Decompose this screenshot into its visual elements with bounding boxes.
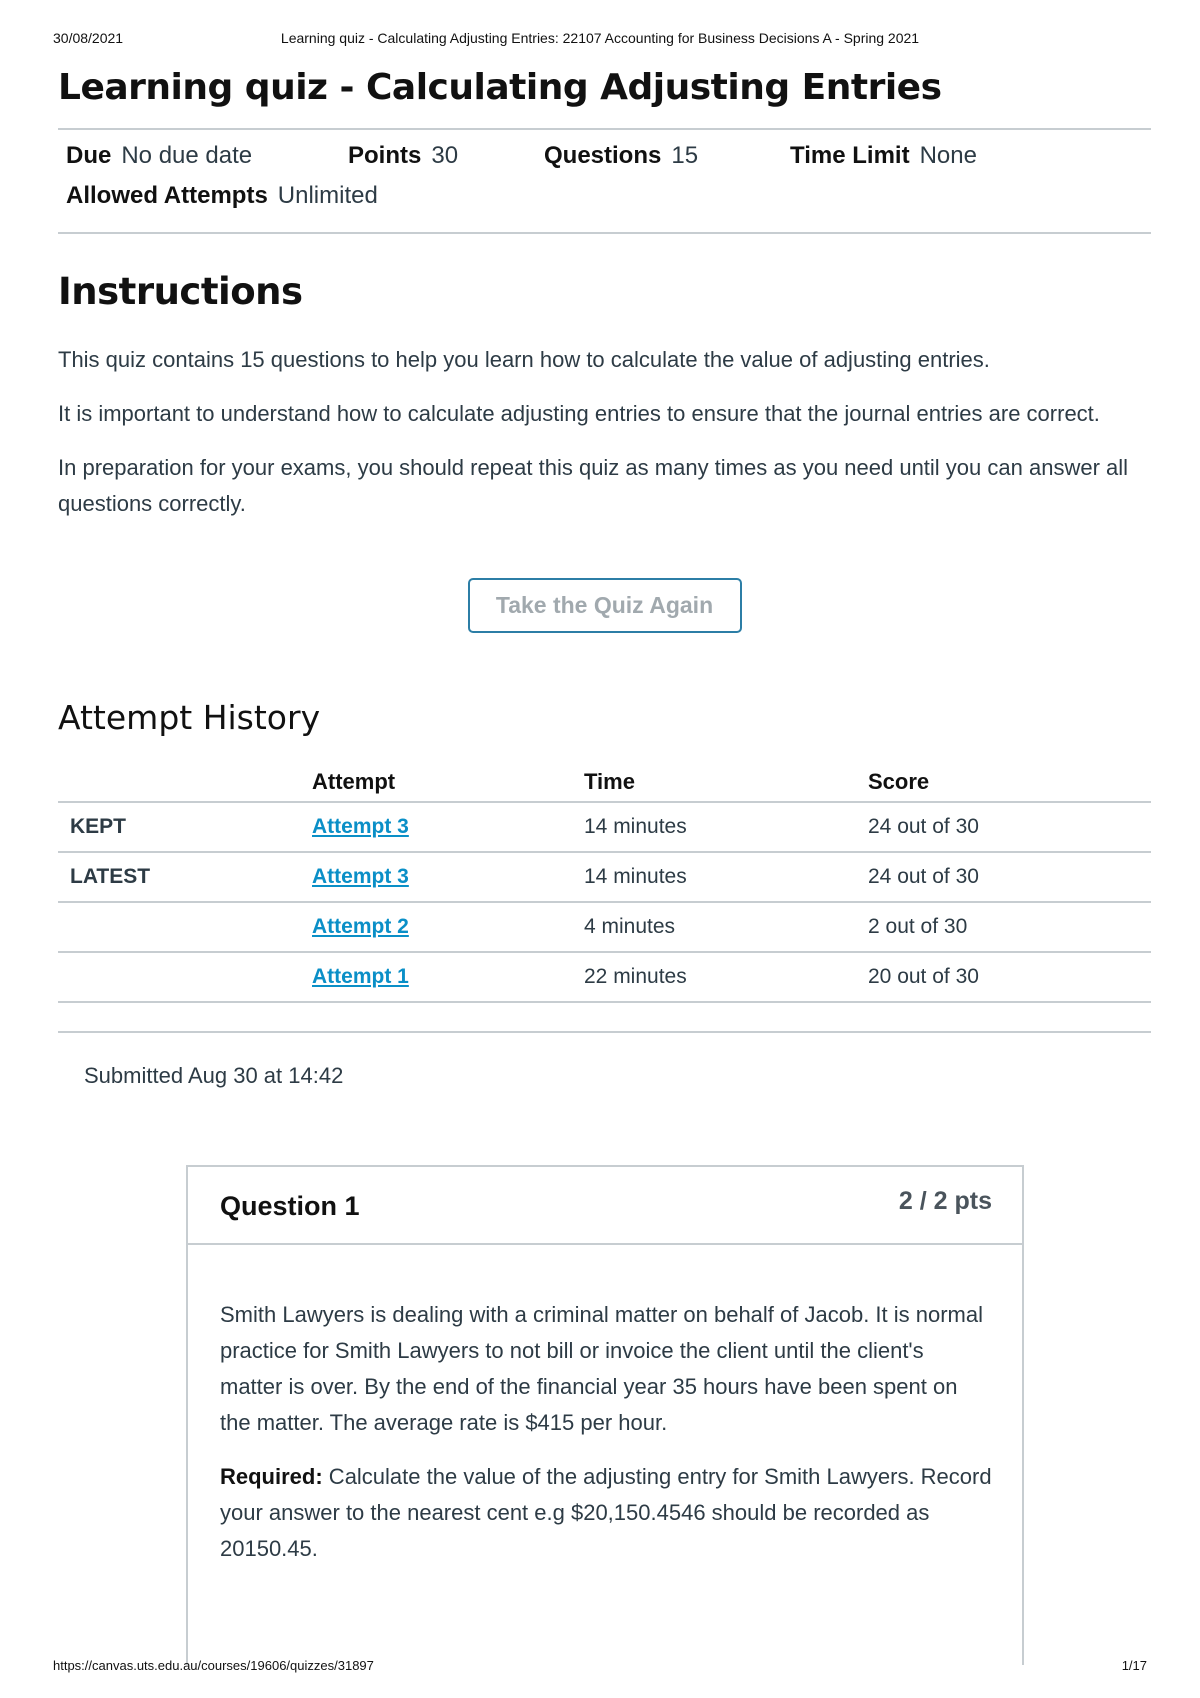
print-url: https://canvas.uts.edu.au/courses/19606/quizzes/31897 — [53, 1658, 374, 1673]
table-row — [58, 852, 1151, 902]
column-header: Time — [584, 763, 868, 802]
table-row — [58, 802, 1151, 852]
meta-questions: Questions 15 — [544, 142, 699, 169]
question-header — [188, 1167, 1022, 1245]
table-row — [58, 952, 1151, 1002]
page-title: Learning quiz - Calculating Adjusting Entries — [58, 67, 942, 108]
question-body — [188, 1245, 1022, 1567]
take-quiz-again-button[interactable]: Take the Quiz Again — [468, 578, 742, 633]
attempt-score: 24 out of 30 — [868, 852, 1151, 902]
meta-row — [66, 142, 1143, 182]
column-header: Attempt — [312, 763, 584, 802]
meta-allowed-attempts: Allowed Attempts Unlimited — [66, 182, 378, 209]
meta-due: Due No due date — [66, 142, 253, 169]
row-label: KEPT — [58, 802, 312, 852]
question-points: 2 / 2 pts — [898, 1187, 992, 1215]
attempt-time: 14 minutes — [584, 852, 868, 902]
attempt-history-heading: Attempt History — [58, 698, 321, 737]
attempt-score: 2 out of 30 — [868, 902, 1151, 952]
divider — [58, 232, 1151, 234]
quiz-content — [58, 60, 1151, 1089]
question-title: Question 1 — [220, 1191, 360, 1221]
attempt-link[interactable]: Attempt 3 — [312, 865, 409, 888]
quiz-meta — [58, 130, 1151, 232]
divider — [58, 1031, 1151, 1033]
print-header — [53, 30, 1147, 48]
instructions-paragraph: In preparation for your exams, you should repeat this quiz as many times as you need until you can answer all questions correctly. — [58, 455, 1129, 516]
meta-time-limit: Time Limit None — [790, 142, 977, 169]
table-row — [58, 902, 1151, 952]
row-label — [58, 902, 312, 952]
question-required — [220, 1459, 992, 1567]
attempt-time: 22 minutes — [584, 952, 868, 1002]
question-text: Smith Lawyers is dealing with a criminal matter on behalf of Jacob. It is normal practice for Smith Lawyers to not bill or invoice the client until the client's matter is over. By the end of the financial year 35 hours have been spent on the matter. The average rate is $415 per hour. — [220, 1302, 983, 1435]
attempt-link[interactable]: Attempt 3 — [312, 815, 409, 838]
instructions-heading: Instructions — [58, 270, 303, 313]
attempt-history-table — [58, 763, 1151, 1003]
attempt-time: 4 minutes — [584, 902, 868, 952]
question-card — [186, 1165, 1024, 1665]
attempt-time: 14 minutes — [584, 802, 868, 852]
column-header — [58, 763, 312, 802]
required-label: Required: — [220, 1464, 323, 1489]
row-label — [58, 952, 312, 1002]
print-date: 30/08/2021 — [53, 30, 124, 46]
attempt-score: 24 out of 30 — [868, 802, 1151, 852]
attempt-link[interactable]: Attempt 1 — [312, 965, 409, 988]
submitted-timestamp: Submitted Aug 30 at 14:42 — [84, 1063, 344, 1088]
attempt-score: 20 out of 30 — [868, 952, 1151, 1002]
page-number: 1/17 — [1121, 1658, 1147, 1673]
column-header: Score — [868, 763, 1151, 802]
row-label: LATEST — [58, 852, 312, 902]
required-text: Calculate the value of the adjusting entry for Smith Lawyers. Record your answer to the nearest cent e.g $20,150.4546 should be recorded as 20150.45. — [220, 1464, 992, 1561]
instructions-paragraph: It is important to understand how to calculate adjusting entries to ensure that the journal entries are correct. — [58, 401, 1100, 426]
meta-points: Points 30 — [348, 142, 459, 169]
meta-row — [66, 182, 1143, 222]
print-footer — [53, 1658, 1147, 1676]
attempt-link[interactable]: Attempt 2 — [312, 915, 409, 938]
take-quiz-wrap — [58, 578, 1151, 633]
instructions-paragraph: This quiz contains 15 questions to help you learn how to calculate the value of adjusting entries. — [58, 347, 990, 372]
table-header-row — [58, 763, 1151, 802]
print-doc-title: Learning quiz - Calculating Adjusting Entries: 22107 Accounting for Business Decisions A - Spring 2021 — [280, 30, 920, 46]
